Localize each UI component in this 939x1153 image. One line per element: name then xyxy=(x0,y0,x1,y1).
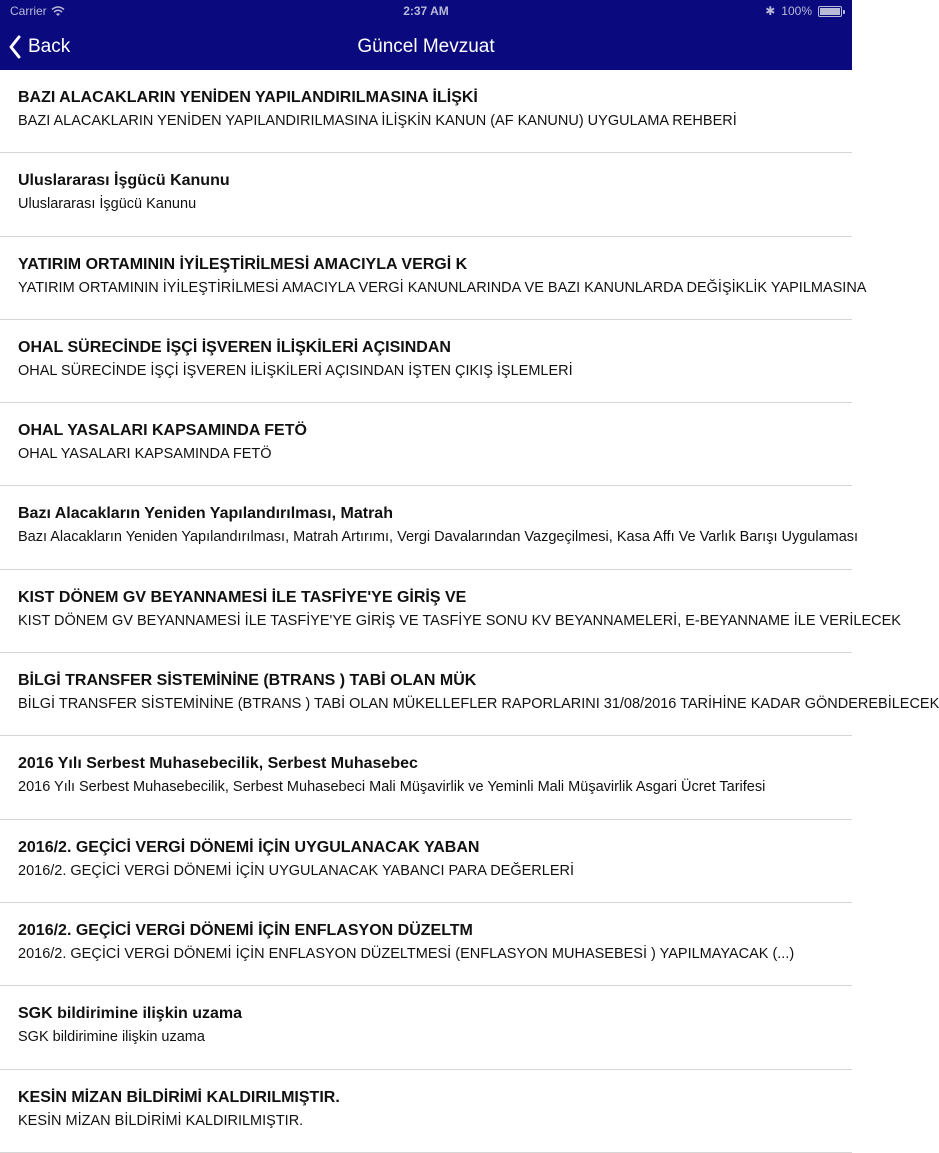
item-subtitle: BAZI ALACAKLARIN YENİDEN YAPILANDIRILMASINA İLİŞKİN KANUN (AF KANUNU) UYGULAMA REHBERİ xyxy=(18,113,737,129)
list-item[interactable] xyxy=(0,653,939,736)
item-title: 2016/2. GEÇİCİ VERGİ DÖNEMİ İÇİN ENFLASYON DÜZELTM xyxy=(18,921,473,939)
item-subtitle: Uluslararası İşgücü Kanunu xyxy=(18,196,197,213)
item-title: OHAL YASALARI KAPSAMINDA FETÖ xyxy=(18,422,307,440)
status-time: 2:37 AM xyxy=(403,4,449,18)
bluetooth-icon: ✱ xyxy=(765,4,776,18)
navigation-bar xyxy=(0,22,852,70)
top-bar xyxy=(0,0,852,70)
list-item[interactable] xyxy=(0,320,852,403)
item-subtitle: YATIRIM ORTAMININ İYİLEŞTİRİLMESİ AMACIYLA VERGİ KANUNLARINDA VE BAZI KANUNLARDA DEĞİŞİKLİK YAPILMASINA xyxy=(18,279,867,296)
battery-icon xyxy=(818,6,842,17)
item-subtitle: OHAL YASALARI KAPSAMINDA FETÖ xyxy=(18,446,272,463)
item-subtitle: SGK bildirimine ilişkin uzama xyxy=(18,1029,205,1046)
item-subtitle: OHAL SÜRECİNDE İŞÇİ İŞVEREN İLİŞKİLERİ AÇISINDAN İŞTEN ÇIKIŞ İŞLEMLERİ xyxy=(18,362,573,379)
item-subtitle: 2016 Yılı Serbest Muhasebecilik, Serbest Muhasebeci Mali Müşavirlik ve Yeminli Mali Müşavirlik Asgari Ücret Tarifesi xyxy=(18,779,766,796)
list-item[interactable] xyxy=(0,570,901,653)
item-title: 2016/2. GEÇİCİ VERGİ DÖNEMİ İÇİN UYGULANACAK YABAN xyxy=(18,838,480,856)
list-item[interactable] xyxy=(0,903,852,986)
item-title: KESİN MİZAN BİLDİRİMİ KALDIRILMIŞTIR. xyxy=(18,1088,340,1106)
item-title: Uluslararası İşgücü Kanunu xyxy=(18,172,230,190)
item-subtitle: KIST DÖNEM GV BEYANNAMESİ İLE TASFİYE'YE GİRİŞ VE TASFİYE SONU KV BEYANNAMELERİ, E-BEYANNAME İLE VERİLECEK xyxy=(18,612,901,629)
legislation-list[interactable] xyxy=(0,70,939,1136)
item-title: BAZI ALACAKLARIN YENİDEN YAPILANDIRILMASINA İLİŞKİ xyxy=(18,89,478,106)
status-bar xyxy=(0,0,852,22)
list-item[interactable] xyxy=(0,820,852,903)
list-item[interactable] xyxy=(0,153,852,236)
battery-percent: 100% xyxy=(781,4,812,18)
list-item[interactable] xyxy=(0,70,852,153)
item-title: KIST DÖNEM GV BEYANNAMESİ İLE TASFİYE'YE GİRİŞ VE xyxy=(18,588,467,606)
item-subtitle: 2016/2. GEÇİCİ VERGİ DÖNEMİ İÇİN ENFLASYON DÜZELTMESİ (ENFLASYON MUHASEBESİ ) YAPILMAYACAK (...) xyxy=(18,945,795,962)
list-item[interactable] xyxy=(0,1070,852,1153)
item-subtitle: 2016/2. GEÇİCİ VERGİ DÖNEMİ İÇİN UYGULANACAK YABANCI PARA DEĞERLERİ xyxy=(18,862,574,879)
item-title: 2016 Yılı Serbest Muhasebecilik, Serbest Muhasebec xyxy=(18,755,418,773)
item-title: SGK bildirimine ilişkin uzama xyxy=(18,1005,243,1023)
item-subtitle: Bazı Alacakların Yeniden Yapılandırılması, Matrah Artırımı, Vergi Davalarından Vazgeçilmesi, Kasa Affı Ve Varlık Barışı Uygulaması xyxy=(18,529,859,546)
carrier-label: Carrier xyxy=(10,4,47,18)
list-item[interactable] xyxy=(0,486,859,569)
list-item[interactable] xyxy=(0,403,852,486)
back-label: Back xyxy=(28,36,71,57)
list-item[interactable] xyxy=(0,237,867,320)
list-item[interactable] xyxy=(0,986,852,1069)
item-title: OHAL SÜRECİNDE İŞÇİ İŞVEREN İLİŞKİLERİ AÇISINDAN xyxy=(18,338,451,356)
list-item[interactable] xyxy=(0,736,852,819)
item-subtitle: KESİN MİZAN BİLDİRİMİ KALDIRILMIŞTIR. xyxy=(18,1112,304,1129)
item-subtitle: BİLGİ TRANSFER SİSTEMİNİNE (BTRANS ) TABİ OLAN MÜKELLEFLER RAPORLARINI 31/08/2016 TARİHİNE KADAR GÖNDEREBİLECEK xyxy=(18,696,939,713)
page-title: Güncel Mevzuat xyxy=(357,36,495,57)
status-right xyxy=(765,4,842,18)
item-title: BİLGİ TRANSFER SİSTEMİNİNE (BTRANS ) TABİ OLAN MÜK xyxy=(18,672,477,690)
item-title: YATIRIM ORTAMININ İYİLEŞTİRİLMESİ AMACIYLA VERGİ K xyxy=(18,255,468,273)
item-title: Bazı Alacakların Yeniden Yapılandırılması, Matrah xyxy=(18,505,393,523)
